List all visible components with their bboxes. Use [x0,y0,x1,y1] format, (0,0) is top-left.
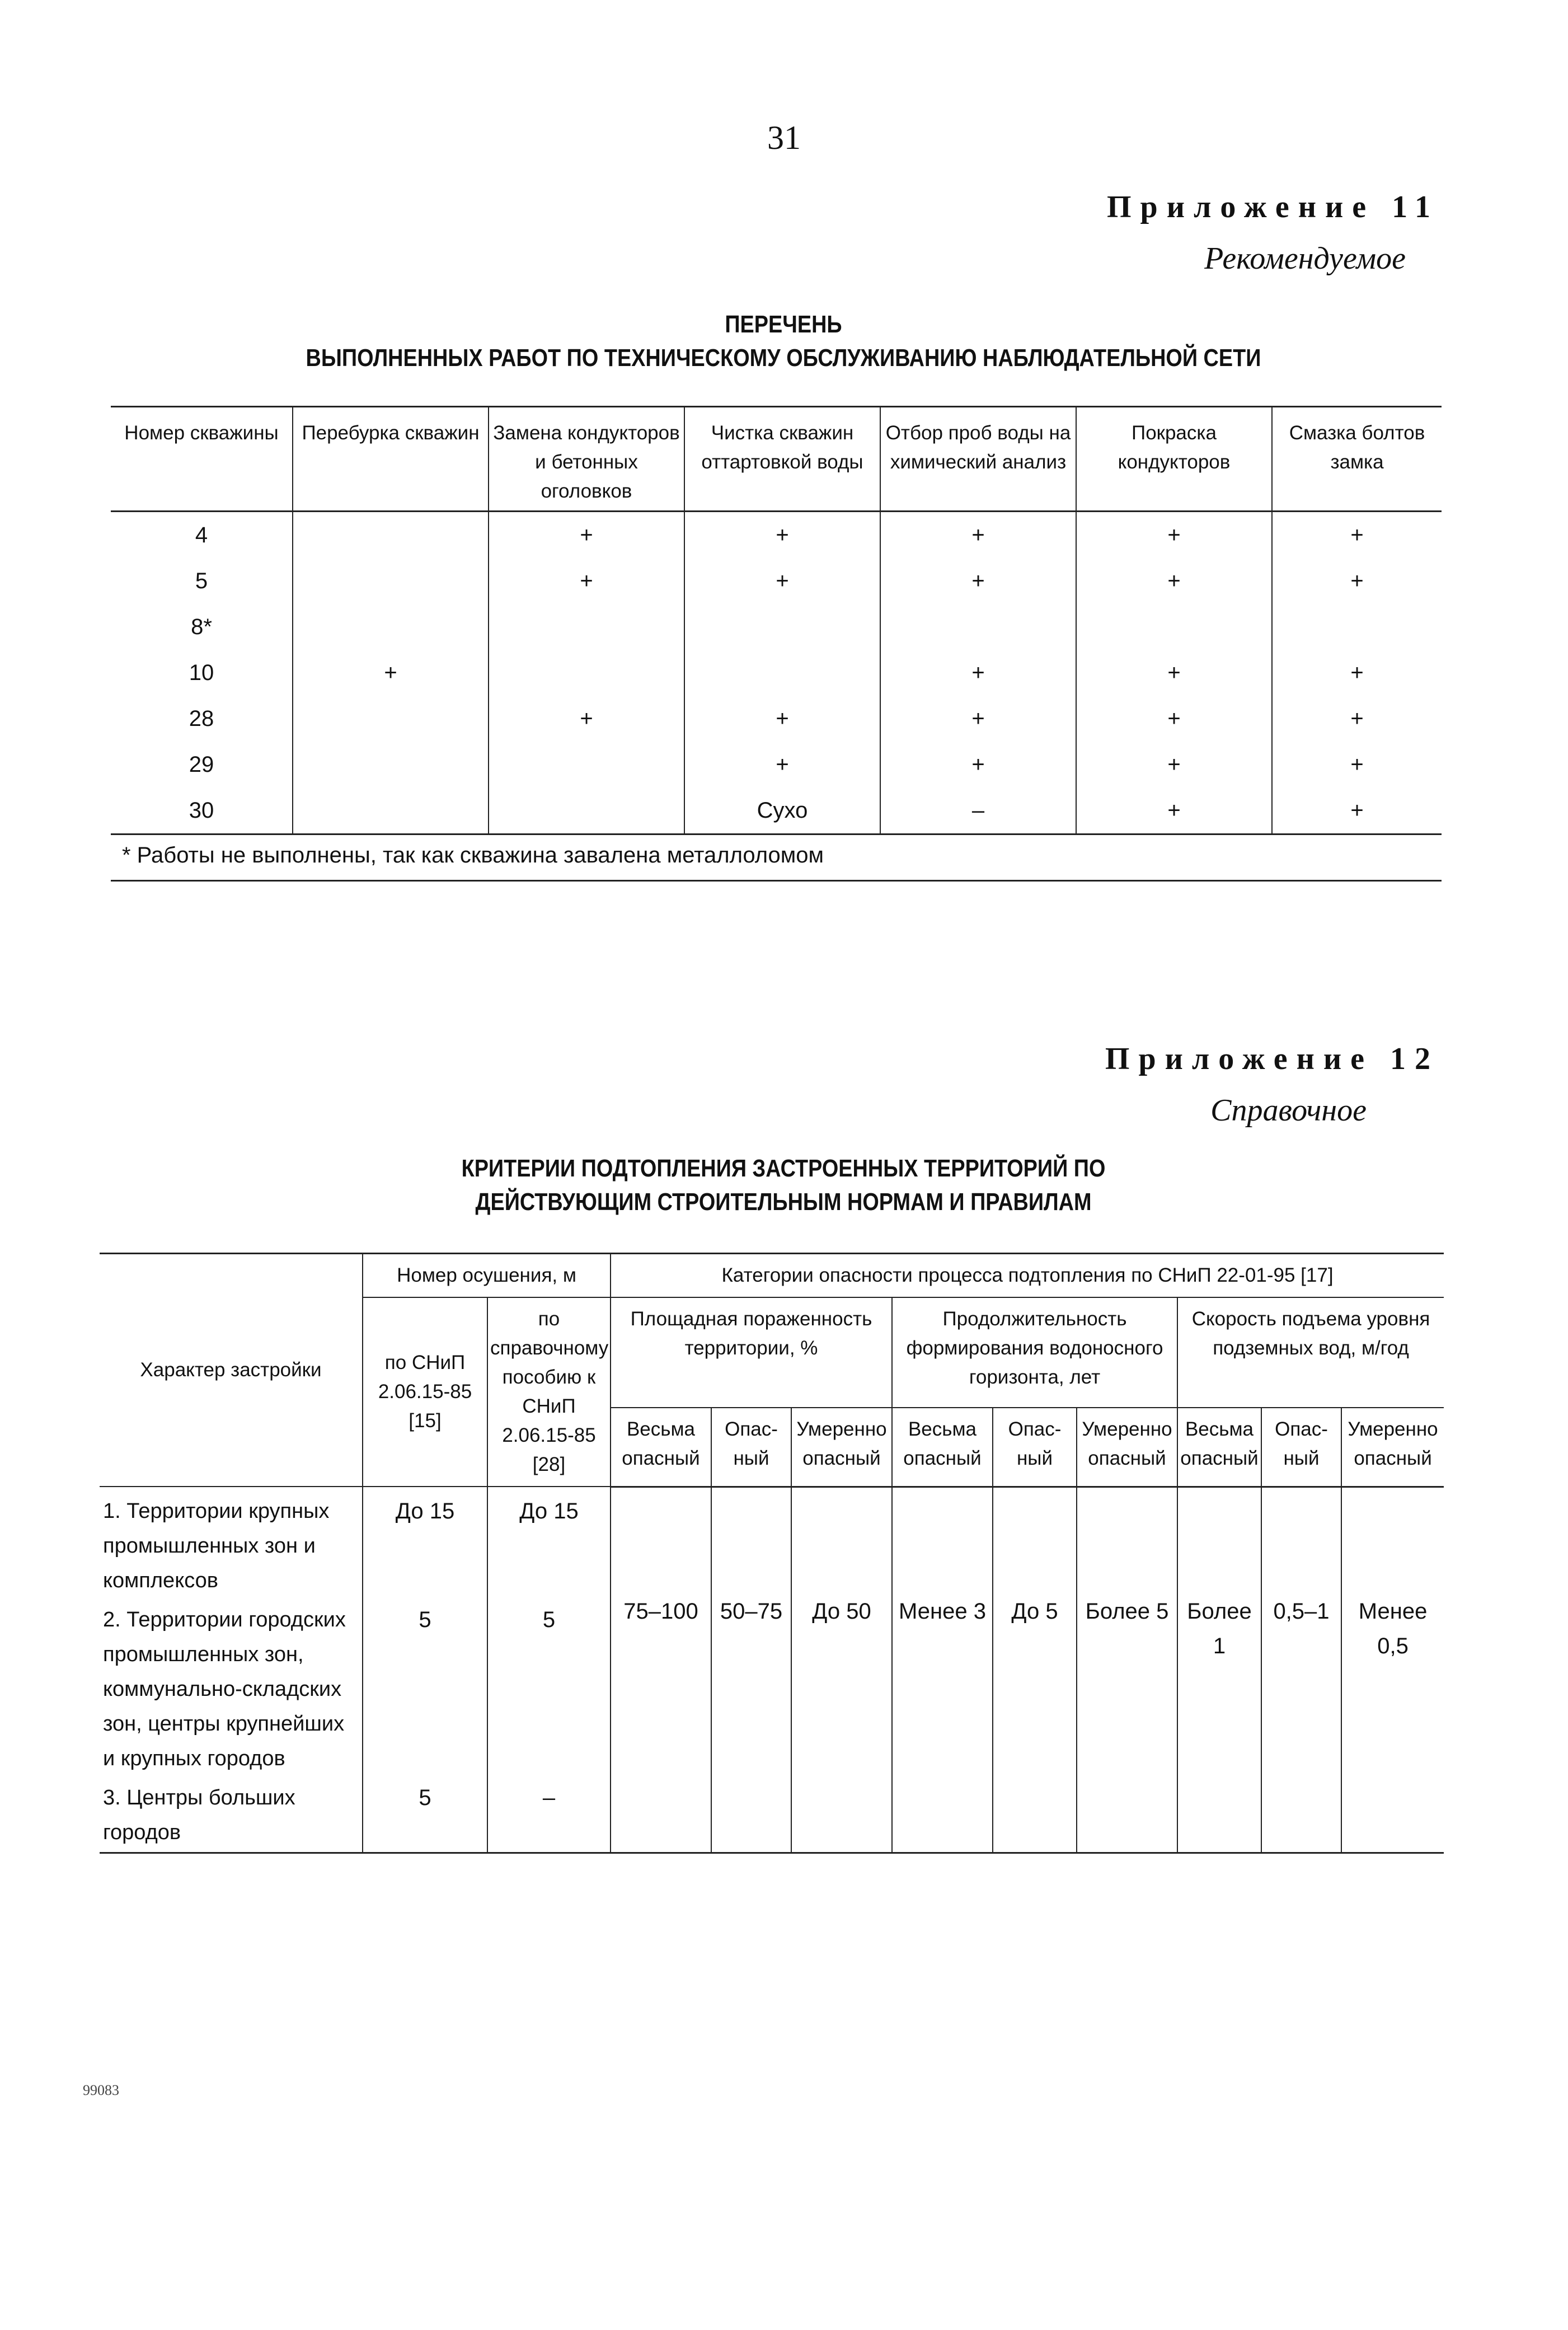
table-cell: 28 [189,706,214,731]
table-cell: + [1272,696,1442,742]
appendix-12-subtitle: Справочное [1210,1093,1367,1128]
value-cell: 0,5–1 [1261,1487,1341,1853]
table-cell: 5 [195,569,208,593]
table-cell: + [880,696,1076,742]
header-moderate: Умеренно опасный [1341,1408,1444,1487]
appendix-11-heading-line2: ВЫПОЛНЕННЫХ РАБОТ ПО ТЕХНИЧЕСКОМУ ОБСЛУЖИВАНИЮ НАБЛЮДАТЕЛЬНОЙ СЕТИ [306,344,1261,372]
row-character: 3. Центры больших городов [103,1786,295,1844]
row-snip: 5 [363,1778,487,1853]
table-cell [684,604,880,650]
table-row [111,558,1442,604]
table-row [100,1487,1444,1600]
col-header: Замена кондукторов и бетонных оголовков [489,407,684,512]
col-header: Чистка скважин оттартовкой воды [684,407,880,512]
row-manual: 5 [487,1600,611,1778]
header-manual: по справочному пособию к СНиП 2.06.15-85 [28] [487,1297,611,1487]
header-group-speed: Скорость подъема уровня подземных вод, м/год [1177,1297,1444,1408]
table-row [111,604,1442,650]
row-character: 2. Территории городских промышленных зон, коммунально-складских зон, центры крупнейших и крупных городов [103,1608,346,1770]
table-cell: + [684,558,880,604]
appendix-11-heading-line1: ПЕРЕЧЕНЬ [725,311,842,338]
header-snip: по СНиП 2.06.15-85 [15] [363,1297,487,1487]
table-cell: + [1076,650,1272,696]
value-cell: Менее 0,5 [1341,1487,1444,1853]
header-dangerous: Опас-ный [1261,1408,1341,1487]
value-cell: Менее 3 [892,1487,993,1853]
table-cell: + [1272,742,1442,787]
value-cell: 50–75 [711,1487,791,1853]
works-table-footnote: * Работы не выполнены, так как скважина завалена металлоломом [111,835,1442,881]
table-cell: 4 [195,523,208,547]
appendix-12-heading [206,1152,1361,1219]
value-cell: До 5 [993,1487,1077,1853]
row-snip: До 15 [363,1487,487,1600]
table-cell: + [489,696,684,742]
table-cell [489,787,684,835]
table-row [111,512,1442,559]
header-very-dangerous: Весьма опасный [611,1408,711,1487]
header-categories: Категории опасности процесса подтопления по СНиП 22-01-95 [17] [611,1254,1444,1298]
appendix-12-title: Приложение 12 [1105,1042,1439,1076]
header-group-duration: Продолжительность формирования водоносного горизонта, лет [892,1297,1177,1408]
table-cell: + [684,742,880,787]
table-cell [880,604,1076,650]
header-moderate: Умеренно опасный [1077,1408,1177,1487]
table-cell: 10 [189,660,214,685]
row-character: 1. Территории крупных промышленных зон и комплексов [103,1499,330,1592]
table-cell: + [489,558,684,604]
table-cell [1076,604,1272,650]
table-cell [293,512,489,559]
table-cell: + [684,696,880,742]
value-cell: До 50 [791,1487,892,1853]
table-row [111,696,1442,742]
table-row [111,650,1442,696]
table-row [111,742,1442,787]
table-cell: + [1076,558,1272,604]
col-header: Покраска кондукторов [1076,407,1272,512]
table-cell: + [880,512,1076,559]
table-cell: Сухо [684,787,880,835]
table-cell: – [880,787,1076,835]
table-cell: 8* [191,615,212,639]
table-cell: + [1076,512,1272,559]
table-cell [489,650,684,696]
table-cell: + [1272,787,1442,835]
table-cell [1272,604,1442,650]
header-very-dangerous: Весьма опасный [892,1408,993,1487]
flooding-criteria-table [100,1253,1444,1854]
table-cell: + [1076,742,1272,787]
col-header: Смазка болтов замка [1272,407,1442,512]
value-cell: Более 1 [1177,1487,1261,1853]
header-moderate: Умеренно опасный [791,1408,892,1487]
appendix-12-heading-line1: КРИТЕРИИ ПОДТОПЛЕНИЯ ЗАСТРОЕННЫХ ТЕРРИТОРИЙ ПО [461,1155,1106,1182]
row-manual: До 15 [487,1487,611,1600]
table-cell: 29 [189,752,214,777]
table-cell: + [684,512,880,559]
value-cell: Более 5 [1077,1487,1177,1853]
table-cell [293,742,489,787]
table-row [111,787,1442,835]
appendix-11-subtitle: Рекомендуемое [1204,241,1406,276]
header-character: Характер застройки [100,1254,363,1487]
appendix-12-heading-line2: ДЕЙСТВУЮЩИМ СТРОИТЕЛЬНЫМ НОРМАМ И ПРАВИЛАМ [475,1188,1092,1216]
table-cell [489,604,684,650]
table-cell [489,742,684,787]
table-cell: + [1272,558,1442,604]
table-cell: + [880,742,1076,787]
table-cell [293,558,489,604]
value-cell: 75–100 [611,1487,711,1853]
table-cell [293,604,489,650]
works-table-header [111,407,1442,512]
table-cell: + [880,558,1076,604]
works-table [111,406,1442,882]
header-dangerous: Опас-ный [711,1408,791,1487]
row-snip: 5 [363,1600,487,1778]
table-cell: + [1272,650,1442,696]
page-number: 31 [767,119,801,156]
row-manual: – [487,1778,611,1853]
table-cell [293,696,489,742]
col-header: Номер скважины [111,407,293,512]
table-cell: + [1076,787,1272,835]
footer-code: 99083 [83,2082,119,2098]
appendix-11-title: Приложение 11 [1106,190,1439,224]
table-cell: + [293,650,489,696]
appendix-11-heading [206,308,1361,375]
table-cell: + [1272,512,1442,559]
table-cell [684,650,880,696]
table-cell: 30 [189,798,214,823]
table-cell: + [880,650,1076,696]
header-dangerous: Опас-ный [993,1408,1077,1487]
header-group-area: Площадная пораженность территории, % [611,1297,892,1408]
table-cell: + [1076,696,1272,742]
header-drain-norm: Номер осушения, м [363,1254,611,1298]
table-cell [293,787,489,835]
header-very-dangerous: Весьма опасный [1177,1408,1261,1487]
col-header: Отбор проб воды на химический анализ [880,407,1076,512]
col-header: Перебурка скважин [293,407,489,512]
table-cell: + [489,512,684,559]
